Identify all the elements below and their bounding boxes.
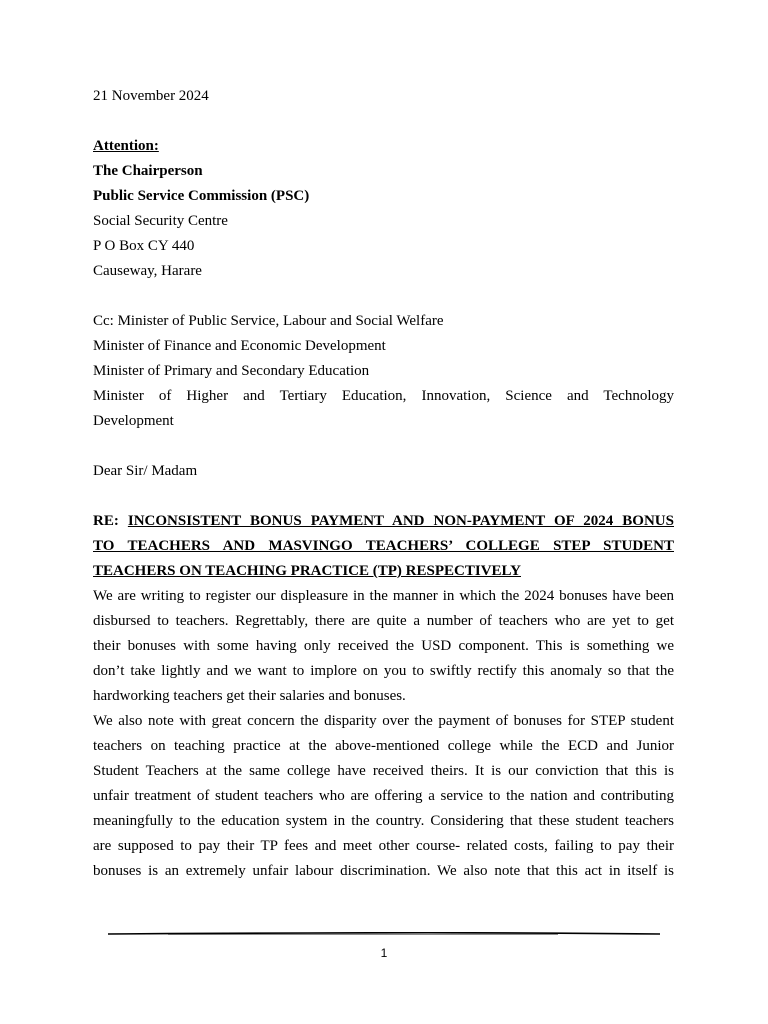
paragraph-line: hardworking teachers get their salaries and bonuses.: [93, 688, 406, 704]
paragraph-line: bonuses is an extremely unfair labour discrimination. We also note that this act in itself is: [93, 863, 674, 879]
paragraph-line: teachers on teaching practice at the above-mentioned college while the ECD and Junior: [93, 738, 674, 754]
paragraph-line: We are writing to register our displeasure in the manner in which the 2024 bonuses have been: [93, 588, 674, 604]
paragraph-line: are supposed to pay their TP fees and meet other course- related costs, failing to pay their: [93, 838, 674, 854]
cc-line: Minister of Primary and Secondary Education: [93, 363, 370, 379]
paragraph-line: Student Teachers at the same college have received theirs. It is our conviction that this is: [93, 763, 674, 779]
recipient-organization: Public Service Commission (PSC): [93, 188, 310, 204]
subject-line: [93, 509, 674, 534]
spacer: [93, 434, 674, 459]
spacer: [93, 284, 674, 309]
subject-prefix: RE:: [93, 513, 128, 529]
spacer: [93, 109, 674, 134]
paragraph-line: don’t take lightly and we want to implore on you to swiftly rectify this anomaly so that the: [93, 663, 674, 679]
cc-line: Minister of Higher and Tertiary Education, Innovation, Science and Technology: [93, 388, 674, 404]
address-line: P O Box CY 440: [93, 238, 195, 254]
paragraph-line: meaningfully to the education system in the country. Considering that these student teachers: [93, 813, 674, 829]
subject-line: TEACHERS ON TEACHING PRACTICE (TP) RESPECTIVELY: [93, 563, 521, 579]
paragraph-line: unfair treatment of student teachers who are offering a service to the nation and contributing: [93, 788, 674, 804]
subject-text: INCONSISTENT BONUS PAYMENT AND NON-PAYMENT OF 2024 BONUS: [127, 513, 674, 529]
address-line: Social Security Centre: [93, 213, 228, 229]
paragraph-line: their bonuses with some having only received the USD component. This is something we: [93, 638, 674, 654]
spacer: [93, 484, 674, 509]
letter-date: 21 November 2024: [93, 88, 209, 104]
page-number: 1: [380, 946, 388, 960]
footer-divider: [108, 932, 660, 935]
letter-body: [93, 84, 674, 884]
recipient-title: The Chairperson: [93, 163, 203, 179]
salutation: Dear Sir/ Madam: [93, 463, 198, 479]
cc-line: Cc: Minister of Public Service, Labour and Social Welfare: [93, 313, 444, 329]
cc-line: Minister of Finance and Economic Development: [93, 338, 386, 354]
address-line: Causeway, Harare: [93, 263, 202, 279]
attention-label: Attention:: [93, 138, 159, 154]
paragraph-line: disbursed to teachers. Regrettably, there are quite a number of teachers who are yet to get: [93, 613, 674, 629]
paragraph-line: We also note with great concern the disparity over the payment of bonuses for STEP student: [93, 713, 674, 729]
subject-line: TO TEACHERS AND MASVINGO TEACHERS’ COLLEGE STEP STUDENT: [93, 538, 674, 554]
cc-line: Development: [93, 413, 174, 429]
